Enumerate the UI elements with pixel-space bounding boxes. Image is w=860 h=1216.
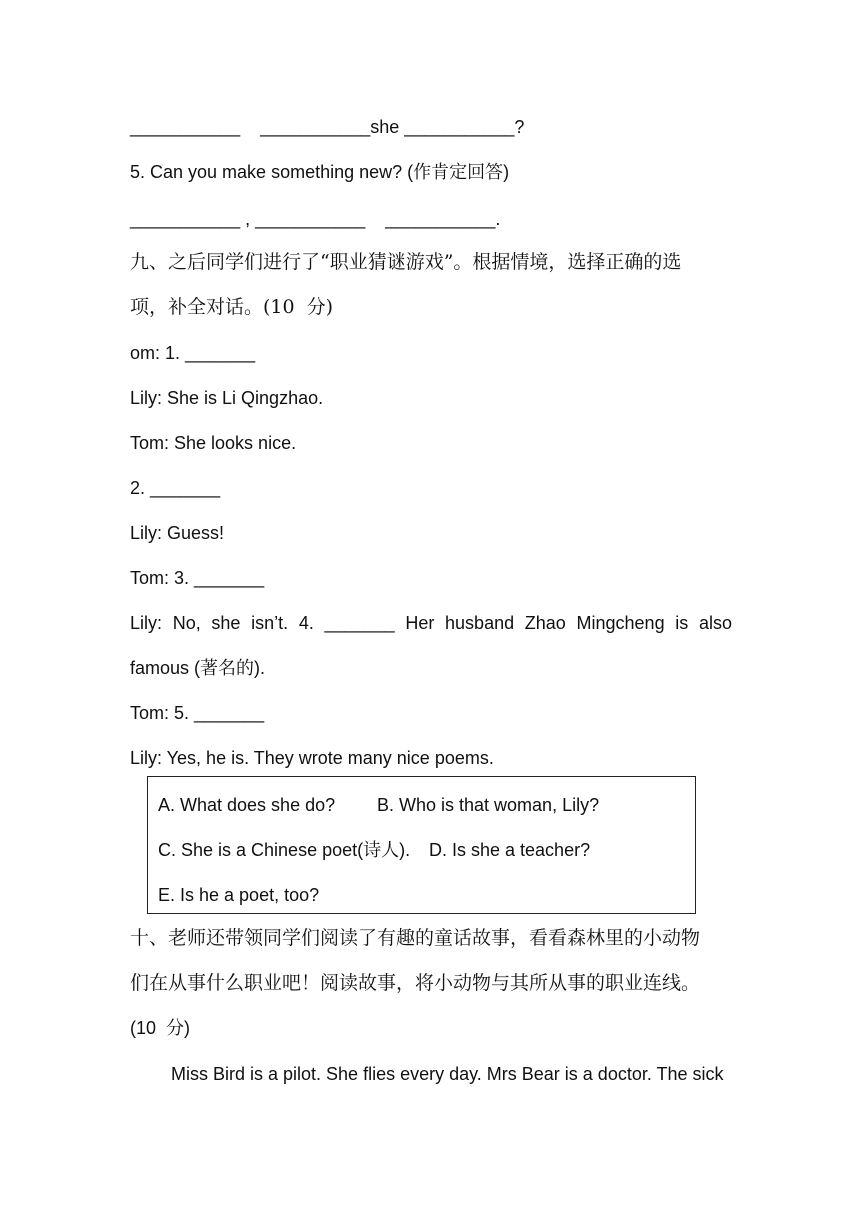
dialogue-line-3: Tom: She looks nice. — [130, 433, 297, 453]
dialogue-line-1: om: 1. _______ — [130, 343, 256, 363]
dialogue-line-5: Lily: Guess! — [130, 523, 225, 543]
answer-blank-line-5: ___________ , ___________ ___________. — [130, 209, 501, 229]
option-e: E. Is he a poet, too? — [158, 885, 320, 905]
option-d: D. Is she a teacher? — [429, 840, 591, 860]
section-9-title-line-2: 项，补全对话。(10 分) — [130, 296, 334, 318]
dialogue-line-7: Lily: No, she isn’t. 4. _______ Her husband Zhao Mingcheng is also — [130, 613, 732, 633]
question-5: 5. Can you make something new? (作肯定回答) — [130, 162, 510, 182]
option-a: A. What does she do? — [158, 795, 336, 815]
section-9-title-line-1: 九、之后同学们进行了“职业猜谜游戏”。根据情境，选择正确的选 — [130, 251, 682, 273]
option-b: B. Who is that woman, Lily? — [377, 795, 600, 815]
section-10-title-line-3: (10 分) — [130, 1018, 191, 1038]
section-10-title-line-2: 们在从事什么职业吧！阅读故事，将小动物与其所从事的职业连线。 — [130, 972, 701, 994]
option-c: C. She is a Chinese poet(诗人). — [158, 840, 411, 860]
dialogue-line-4: 2. _______ — [130, 478, 221, 498]
dialogue-line-2: Lily: She is Li Qingzhao. — [130, 388, 324, 408]
dialogue-line-8: famous (著名的). — [130, 658, 266, 678]
dialogue-line-6: Tom: 3. _______ — [130, 568, 265, 588]
dialogue-line-10: Lily: Yes, he is. They wrote many nice poems. — [130, 748, 494, 768]
dialogue-line-9: Tom: 5. _______ — [130, 703, 265, 723]
passage-line-1: Miss Bird is a pilot. She flies every day. Mrs Bear is a doctor. The sick — [171, 1064, 724, 1084]
answer-blank-line-4: ___________ ___________she ___________? — [130, 117, 525, 137]
section-10-title-line-1: 十、老师还带领同学们阅读了有趣的童话故事，看看森林里的小动物 — [130, 927, 701, 949]
